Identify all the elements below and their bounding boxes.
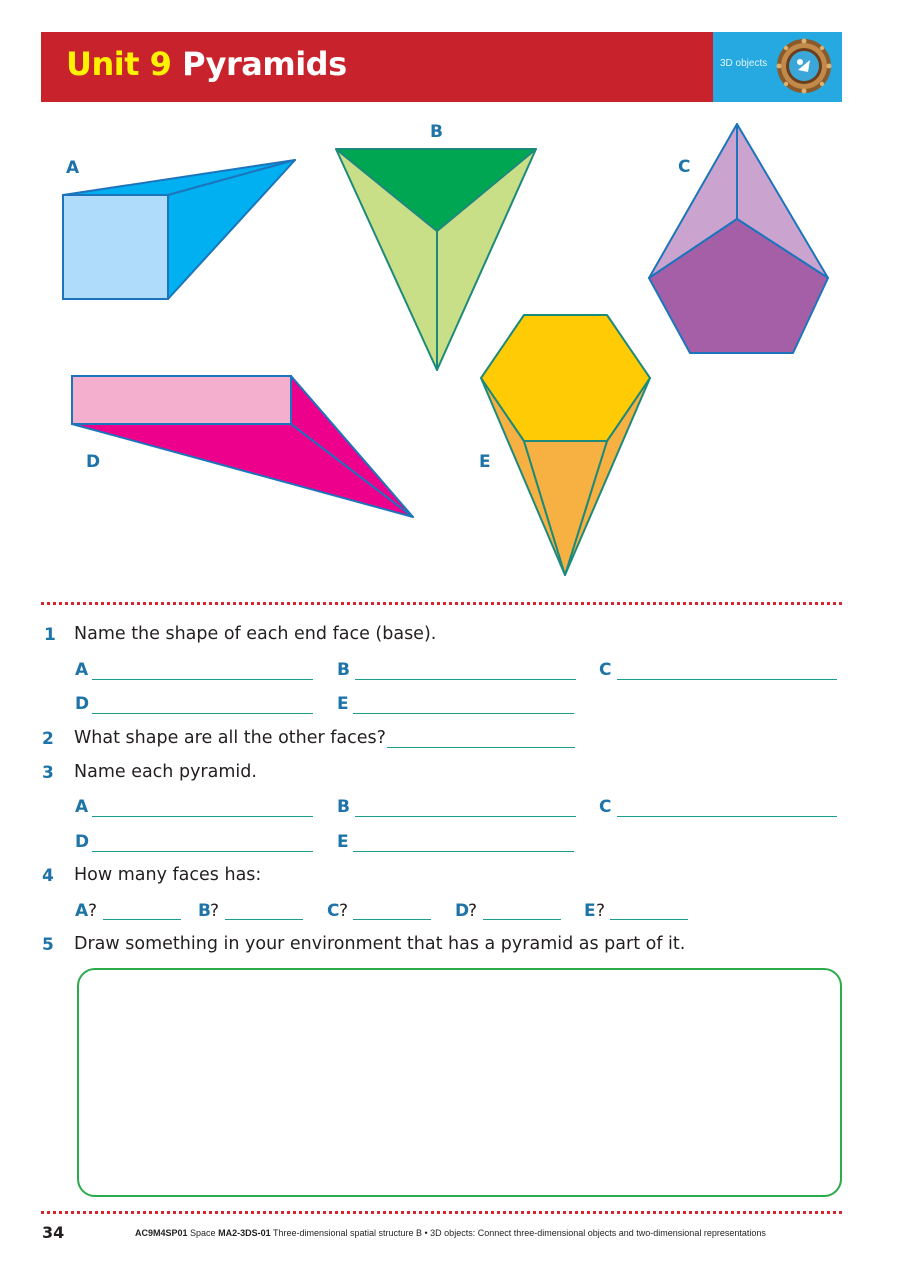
question-text: Name the shape of each end face (base). bbox=[74, 624, 437, 644]
answer-line-q1-b[interactable] bbox=[355, 679, 576, 680]
question-mark: ? bbox=[468, 901, 478, 921]
answer-line-q3-b[interactable] bbox=[355, 816, 576, 817]
answer-line-q4-a[interactable] bbox=[103, 919, 181, 920]
answer-line-q3-e[interactable] bbox=[353, 851, 574, 852]
question-number: 1 bbox=[44, 625, 56, 645]
answer-label: B bbox=[337, 797, 350, 817]
page-number: 34 bbox=[42, 1223, 65, 1242]
question-number: 5 bbox=[42, 935, 54, 955]
answer-line-q1-c[interactable] bbox=[617, 679, 837, 680]
label-d: D bbox=[86, 452, 101, 472]
answer-label: A bbox=[75, 797, 89, 817]
curriculum-code: AC9M4SP01 bbox=[135, 1228, 188, 1238]
answer-line-q4-c[interactable] bbox=[353, 919, 431, 920]
question-mark: ? bbox=[210, 901, 220, 921]
answer-line-q4-e[interactable] bbox=[610, 919, 688, 920]
answer-line-q1-a[interactable] bbox=[92, 679, 313, 680]
answer-label: E bbox=[584, 901, 596, 921]
divider-top bbox=[41, 602, 842, 605]
question-number: 3 bbox=[42, 763, 54, 783]
answer-line-q3-d[interactable] bbox=[92, 851, 313, 852]
label-a: A bbox=[66, 158, 80, 178]
answer-line-q4-b[interactable] bbox=[225, 919, 303, 920]
syllabus-code: MA2-3DS-01 bbox=[218, 1228, 271, 1238]
curriculum-strand: Space bbox=[190, 1228, 216, 1238]
answer-label: A bbox=[75, 660, 89, 680]
pyramid-e bbox=[481, 315, 650, 575]
question-text: Name each pyramid. bbox=[74, 762, 257, 782]
question-mark: ? bbox=[339, 901, 349, 921]
footer-description: Three-dimensional spatial structure B • 3D objects: Connect three-dimensional objects and two-dimensional representations bbox=[272, 1228, 766, 1238]
answer-label: D bbox=[75, 694, 90, 714]
question-text: What shape are all the other faces? bbox=[74, 728, 386, 748]
question-text: Draw something in your environment that has a pyramid as part of it. bbox=[74, 934, 686, 954]
question-mark: ? bbox=[596, 901, 606, 921]
answer-label: C bbox=[599, 797, 612, 817]
label-e: E bbox=[479, 452, 491, 472]
answer-line-q4-d[interactable] bbox=[483, 919, 561, 920]
answer-label: B bbox=[337, 660, 350, 680]
pyramid-c bbox=[649, 124, 828, 353]
answer-label: A bbox=[75, 901, 89, 921]
question-number: 4 bbox=[42, 866, 54, 886]
label-c: C bbox=[678, 157, 691, 177]
answer-line-q2[interactable] bbox=[387, 747, 575, 748]
unit-name: Pyramids bbox=[182, 45, 347, 83]
answer-label: E bbox=[337, 832, 349, 852]
answer-label: E bbox=[337, 694, 349, 714]
answer-label: B bbox=[198, 901, 211, 921]
answer-label: D bbox=[75, 832, 90, 852]
answer-line-q3-a[interactable] bbox=[92, 816, 313, 817]
question-number: 2 bbox=[42, 729, 54, 749]
footer-curriculum bbox=[135, 1228, 766, 1238]
drawing-area[interactable] bbox=[77, 968, 842, 1197]
pyramid-d bbox=[72, 376, 413, 517]
pyramid-figures bbox=[0, 0, 907, 600]
divider-bottom bbox=[41, 1211, 842, 1214]
unit-number: Unit 9 bbox=[66, 45, 172, 83]
question-text: How many faces has: bbox=[74, 865, 262, 885]
pyramid-a bbox=[63, 160, 295, 299]
answer-line-q1-d[interactable] bbox=[92, 713, 313, 714]
question-mark: ? bbox=[88, 901, 98, 921]
answer-label: D bbox=[455, 901, 470, 921]
answer-line-q1-e[interactable] bbox=[353, 713, 574, 714]
topic-label: 3D objects bbox=[720, 58, 768, 69]
label-b: B bbox=[430, 122, 443, 142]
answer-line-q3-c[interactable] bbox=[617, 816, 837, 817]
answer-label: C bbox=[599, 660, 612, 680]
answer-label: C bbox=[327, 901, 340, 921]
pyramid-b bbox=[336, 149, 536, 370]
